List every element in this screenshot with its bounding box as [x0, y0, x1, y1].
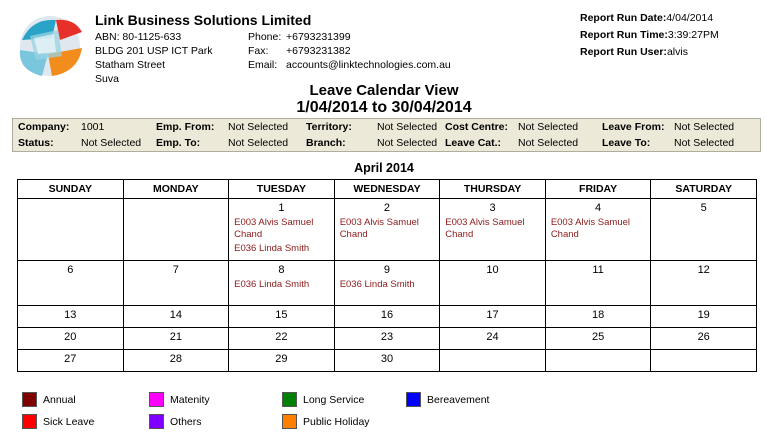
filter-company-value: 1001	[81, 121, 105, 133]
report-run-info	[580, 10, 719, 61]
calendar-day-number: 29	[275, 353, 288, 365]
filter-leave-from-label: Leave From:	[602, 121, 665, 133]
legend-swatch	[22, 414, 37, 429]
calendar-day-number: 21	[169, 331, 182, 343]
calendar-day-cell	[651, 261, 757, 306]
calendar-day-number: 23	[380, 331, 394, 343]
company-address	[95, 30, 213, 86]
leave-calendar	[17, 179, 757, 372]
calendar-day-number: 1	[278, 202, 285, 214]
calendar-day-cell	[651, 199, 757, 261]
legend-swatch	[149, 392, 164, 407]
day-header-monday: MONDAY	[123, 180, 229, 199]
day-header-thursday: THURSDAY	[440, 180, 546, 199]
calendar-day-cell	[18, 350, 124, 372]
legend-item-sick-leave	[22, 414, 94, 429]
calendar-day-cell	[334, 328, 440, 350]
calendar-day-number: 18	[591, 309, 605, 321]
calendar-day-number: 3	[489, 202, 496, 214]
fax-value: +6793231382	[286, 45, 351, 57]
calendar-day-cell	[229, 350, 335, 372]
calendar-day-number: 12	[697, 264, 710, 276]
calendar-day-number: 2	[383, 202, 391, 214]
calendar-day-cell	[229, 199, 335, 261]
filter-leave-cat-value: Not Selected	[518, 137, 579, 149]
calendar-day-cell	[229, 261, 335, 306]
calendar-day-number: 24	[486, 331, 499, 343]
run-date-value: 4/04/2014	[666, 12, 714, 24]
run-time-value: 3:39:27PM	[667, 29, 719, 41]
run-date-label: Report Run Date:	[580, 12, 667, 24]
legend-item-others	[149, 414, 202, 429]
calendar-day-cell	[18, 328, 124, 350]
calendar-day-cell	[334, 306, 440, 328]
company-address-line-3: Suva	[95, 73, 119, 85]
calendar-day-number: 10	[486, 264, 499, 276]
calendar-day-number: 14	[169, 309, 182, 321]
calendar-day-cell	[123, 350, 229, 372]
filter-emp-to-value: Not Selected	[228, 137, 289, 149]
leave-entry: E003 Alvis Samuel Chand	[445, 217, 525, 240]
filter-status-value: Not Selected	[81, 137, 142, 149]
calendar-day-cell	[334, 261, 440, 306]
calendar-day-number: 27	[64, 353, 77, 365]
calendar-day-cell	[545, 350, 651, 372]
filter-cost-centre-value: Not Selected	[518, 121, 579, 133]
legend-label: Matenity	[170, 393, 210, 406]
filter-panel	[12, 118, 761, 152]
legend-label: Sick Leave	[43, 415, 95, 428]
legend-label: Public Holiday	[303, 415, 370, 428]
filter-leave-from-value: Not Selected	[674, 121, 735, 133]
day-header-wednesday: WEDNESDAY	[334, 180, 440, 199]
calendar-day-number: 13	[64, 309, 77, 321]
calendar-day-number: 9	[383, 264, 391, 276]
filter-branch-value: Not Selected	[377, 137, 438, 149]
legend-swatch	[406, 392, 421, 407]
calendar-day-cell	[334, 199, 440, 261]
calendar-day-cell	[545, 261, 651, 306]
calendar-day-cell	[18, 199, 124, 261]
report-date-range: 1/04/2014 to 30/04/2014	[296, 99, 472, 116]
leave-entry: E036 Linda Smith	[234, 279, 310, 290]
legend-swatch	[149, 414, 164, 429]
calendar-day-cell	[651, 328, 757, 350]
calendar-day-number: 20	[64, 331, 77, 343]
leave-entry: E003 Alvis Samuel Chand	[339, 217, 419, 240]
report-title: Leave Calendar View	[309, 82, 459, 99]
company-logo	[12, 10, 90, 80]
filter-status-label: Status:	[18, 137, 54, 149]
calendar-day-cell	[334, 350, 440, 372]
company-address-line-2: Statham Street	[95, 59, 166, 71]
run-user-value: alvis	[666, 46, 688, 58]
calendar-day-number: 17	[486, 309, 499, 321]
calendar-day-cell	[440, 199, 546, 261]
calendar-day-cell	[440, 350, 546, 372]
run-time-label: Report Run Time:	[580, 29, 668, 41]
calendar-day-cell	[440, 328, 546, 350]
calendar-day-cell	[18, 261, 124, 306]
calendar-day-cell	[545, 199, 651, 261]
filter-branch-label: Branch:	[306, 137, 346, 149]
calendar-day-cell	[123, 306, 229, 328]
calendar-day-cell	[440, 261, 546, 306]
email-label: Email:	[248, 59, 278, 71]
legend-item-long-service	[282, 392, 364, 407]
legend-item-bereavement	[406, 392, 489, 407]
email-value: accounts@linktechnologies.com.au	[286, 59, 451, 71]
calendar-day-number: 28	[169, 353, 182, 365]
calendar-day-cell	[651, 350, 757, 372]
calendar-day-number: 15	[275, 309, 288, 321]
calendar-week-row	[18, 306, 757, 328]
calendar-day-cell	[123, 261, 229, 306]
day-header-sunday: SUNDAY	[18, 180, 124, 199]
legend-swatch	[282, 414, 297, 429]
legend-swatch	[282, 392, 297, 407]
filter-leave-to-value: Not Selected	[674, 137, 735, 149]
day-header-saturday: SATURDAY	[651, 180, 757, 199]
day-header-friday: FRIDAY	[545, 180, 651, 199]
fax-label: Fax:	[248, 45, 269, 57]
calendar-day-number: 6	[67, 264, 74, 276]
day-header-tuesday: TUESDAY	[229, 180, 335, 199]
calendar-day-cell	[123, 328, 229, 350]
filter-emp-from-label: Emp. From:	[156, 121, 215, 133]
calendar-day-number: 30	[380, 353, 394, 365]
calendar-day-number: 4	[595, 202, 602, 214]
leave-legend	[0, 390, 768, 430]
leave-entry: E003 Alvis Samuel Chand	[550, 217, 631, 240]
phone-label: Phone:	[248, 31, 282, 43]
legend-label: Annual	[43, 393, 76, 406]
legend-label: Bereavement	[427, 393, 490, 406]
calendar-header-row	[18, 180, 757, 199]
filter-leave-cat-label: Leave Cat.:	[445, 137, 502, 149]
calendar-day-cell	[18, 306, 124, 328]
legend-item-matenity	[149, 392, 210, 407]
calendar-day-cell	[229, 306, 335, 328]
calendar-day-cell	[651, 306, 757, 328]
company-contact	[248, 30, 451, 72]
calendar-day-cell	[545, 306, 651, 328]
company-name: Link Business Solutions Limited	[95, 12, 312, 28]
legend-item-public-holiday	[282, 414, 370, 429]
legend-swatch	[22, 392, 37, 407]
company-address-line-1: BLDG 201 USP ICT Park	[95, 45, 213, 57]
filter-company-label: Company:	[18, 121, 70, 133]
calendar-week-row	[18, 328, 757, 350]
calendar-day-number: 22	[275, 331, 288, 343]
leave-entry: E036 Linda Smith	[339, 279, 415, 290]
phone-value: +6793231399	[286, 31, 351, 43]
calendar-day-number: 5	[700, 202, 707, 214]
calendar-day-number: 26	[697, 331, 710, 343]
run-user-label: Report Run User:	[580, 46, 667, 58]
filter-emp-to-label: Emp. To:	[156, 137, 201, 149]
filter-territory-label: Territory:	[306, 121, 352, 133]
calendar-week-row	[18, 199, 757, 261]
calendar-day-cell	[440, 306, 546, 328]
legend-label: Others	[170, 415, 202, 428]
calendar-day-number: 11	[592, 264, 604, 276]
calendar-day-number: 8	[278, 264, 285, 276]
filter-emp-from-value: Not Selected	[228, 121, 289, 133]
calendar-day-cell	[123, 199, 229, 261]
calendar-day-number: 7	[172, 264, 179, 276]
calendar-day-cell	[545, 328, 651, 350]
legend-label: Long Service	[303, 393, 365, 406]
leave-entry: E036 Linda Smith	[234, 243, 310, 254]
filter-cost-centre-label: Cost Centre:	[445, 121, 509, 133]
legend-item-annual	[22, 392, 76, 407]
calendar-week-row	[18, 350, 757, 372]
calendar-day-number: 16	[380, 309, 394, 321]
calendar-week-row	[18, 261, 757, 306]
filter-territory-value: Not Selected	[377, 121, 438, 133]
calendar-day-number: 19	[697, 309, 710, 321]
calendar-day-number: 25	[591, 331, 605, 343]
calendar-month-title: April 2014	[354, 161, 414, 175]
filter-leave-to-label: Leave To:	[602, 137, 651, 149]
leave-entry: E003 Alvis Samuel Chand	[234, 217, 314, 240]
company-abn: ABN: 80-1125-633	[95, 31, 182, 43]
calendar-day-cell	[229, 328, 335, 350]
